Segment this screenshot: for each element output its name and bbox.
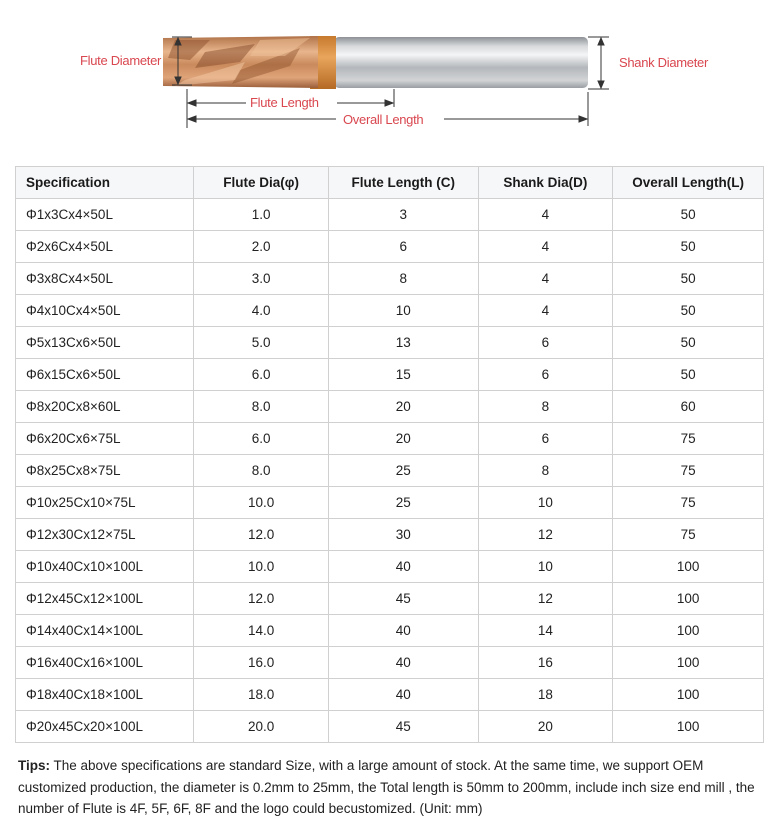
cell-flute-length: 13 [328, 327, 478, 359]
specification-table [15, 166, 764, 743]
cell-flute-dia: 10.0 [194, 487, 329, 519]
tips-text: The above specifications are standard Size, with a large amount of stock. At the same time, we support OEM customized production, the diameter is 0.2mm to 25mm, the Total length is 50mm to 200mm, include inch size end mill , the number of Flute is 4F, 5F, 6F, 8F and the logo could becustomized. (Unit: mm) [18, 758, 755, 816]
cell-shank-dia: 8 [478, 455, 613, 487]
cell-spec: Φ12x30Cx12×75L [16, 519, 194, 551]
cell-flute-dia: 1.0 [194, 199, 329, 231]
table-row [16, 487, 764, 519]
cell-flute-dia: 8.0 [194, 455, 329, 487]
cell-flute-dia: 2.0 [194, 231, 329, 263]
header-shank-dia: Shank Dia(D) [478, 167, 613, 199]
table-row [16, 711, 764, 743]
cell-overall-length: 75 [613, 455, 764, 487]
header-specification: Specification [16, 167, 194, 199]
cell-flute-length: 45 [328, 711, 478, 743]
cell-flute-dia: 12.0 [194, 583, 329, 615]
table-body [16, 199, 764, 743]
cell-flute-length: 40 [328, 647, 478, 679]
cell-flute-length: 15 [328, 359, 478, 391]
table-row [16, 455, 764, 487]
cell-overall-length: 100 [613, 583, 764, 615]
cell-flute-dia: 4.0 [194, 295, 329, 327]
table-row [16, 263, 764, 295]
cell-flute-length: 45 [328, 583, 478, 615]
cell-overall-length: 50 [613, 359, 764, 391]
cell-flute-dia: 6.0 [194, 423, 329, 455]
flute-diameter-label: Flute Diameter [80, 53, 162, 68]
cell-overall-length: 100 [613, 615, 764, 647]
cell-flute-length: 40 [328, 551, 478, 583]
cell-flute-length: 8 [328, 263, 478, 295]
flute-length-label: Flute Length [250, 95, 319, 110]
cell-shank-dia: 20 [478, 711, 613, 743]
cell-spec: Φ6x15Cx6×50L [16, 359, 194, 391]
cell-spec: Φ12x45Cx12×100L [16, 583, 194, 615]
cell-shank-dia: 14 [478, 615, 613, 647]
cell-overall-length: 50 [613, 327, 764, 359]
header-overall-length: Overall Length(L) [613, 167, 764, 199]
cell-flute-length: 25 [328, 487, 478, 519]
cell-overall-length: 75 [613, 423, 764, 455]
cell-spec: Φ10x25Cx10×75L [16, 487, 194, 519]
cell-flute-dia: 5.0 [194, 327, 329, 359]
end-mill-illustration [0, 0, 780, 150]
cell-shank-dia: 6 [478, 327, 613, 359]
end-mill-diagram [0, 0, 780, 150]
table-header-row [16, 167, 764, 199]
cell-spec: Φ18x40Cx18×100L [16, 679, 194, 711]
cell-flute-dia: 14.0 [194, 615, 329, 647]
overall-length-label: Overall Length [343, 112, 424, 127]
cell-overall-length: 100 [613, 551, 764, 583]
cell-flute-dia: 20.0 [194, 711, 329, 743]
cell-flute-dia: 16.0 [194, 647, 329, 679]
cell-overall-length: 60 [613, 391, 764, 423]
cell-shank-dia: 6 [478, 423, 613, 455]
tips-label: Tips: [18, 758, 51, 773]
table-row [16, 423, 764, 455]
cell-overall-length: 50 [613, 231, 764, 263]
table-row [16, 551, 764, 583]
cell-overall-length: 50 [613, 199, 764, 231]
cell-spec: Φ5x13Cx6×50L [16, 327, 194, 359]
cell-flute-length: 25 [328, 455, 478, 487]
cell-shank-dia: 12 [478, 519, 613, 551]
cell-shank-dia: 10 [478, 487, 613, 519]
cell-spec: Φ4x10Cx4×50L [16, 295, 194, 327]
table-row [16, 231, 764, 263]
cell-spec: Φ20x45Cx20×100L [16, 711, 194, 743]
cell-spec: Φ3x8Cx4×50L [16, 263, 194, 295]
cell-flute-length: 30 [328, 519, 478, 551]
cell-flute-dia: 18.0 [194, 679, 329, 711]
table-row [16, 519, 764, 551]
table-row [16, 391, 764, 423]
cell-spec: Φ10x40Cx10×100L [16, 551, 194, 583]
cell-flute-length: 20 [328, 391, 478, 423]
cell-flute-length: 3 [328, 199, 478, 231]
tips-paragraph [18, 755, 768, 820]
table-row [16, 647, 764, 679]
table-row [16, 295, 764, 327]
table-row [16, 327, 764, 359]
cell-overall-length: 100 [613, 679, 764, 711]
cell-overall-length: 50 [613, 263, 764, 295]
table-row [16, 359, 764, 391]
cell-flute-dia: 6.0 [194, 359, 329, 391]
cell-flute-length: 10 [328, 295, 478, 327]
cell-overall-length: 75 [613, 519, 764, 551]
cell-flute-length: 20 [328, 423, 478, 455]
header-flute-length: Flute Length (C) [328, 167, 478, 199]
cell-flute-length: 6 [328, 231, 478, 263]
cell-flute-dia: 10.0 [194, 551, 329, 583]
cell-spec: Φ1x3Cx4×50L [16, 199, 194, 231]
cell-spec: Φ6x20Cx6×75L [16, 423, 194, 455]
cell-overall-length: 100 [613, 647, 764, 679]
cell-flute-dia: 3.0 [194, 263, 329, 295]
cell-spec: Φ14x40Cx14×100L [16, 615, 194, 647]
cell-spec: Φ16x40Cx16×100L [16, 647, 194, 679]
cell-shank-dia: 6 [478, 359, 613, 391]
shank-diameter-label: Shank Diameter [619, 55, 709, 70]
cell-flute-dia: 12.0 [194, 519, 329, 551]
table-row [16, 679, 764, 711]
cell-shank-dia: 16 [478, 647, 613, 679]
cell-overall-length: 100 [613, 711, 764, 743]
header-flute-dia: Flute Dia(φ) [194, 167, 329, 199]
cell-shank-dia: 4 [478, 231, 613, 263]
cell-shank-dia: 10 [478, 551, 613, 583]
cell-spec: Φ8x20Cx8×60L [16, 391, 194, 423]
table-row [16, 615, 764, 647]
table-row [16, 583, 764, 615]
cell-flute-length: 40 [328, 615, 478, 647]
cell-overall-length: 50 [613, 295, 764, 327]
cell-spec: Φ2x6Cx4×50L [16, 231, 194, 263]
cell-flute-length: 40 [328, 679, 478, 711]
cell-shank-dia: 4 [478, 199, 613, 231]
cell-spec: Φ8x25Cx8×75L [16, 455, 194, 487]
cell-shank-dia: 12 [478, 583, 613, 615]
cell-shank-dia: 18 [478, 679, 613, 711]
cell-shank-dia: 4 [478, 295, 613, 327]
cell-overall-length: 75 [613, 487, 764, 519]
cell-shank-dia: 8 [478, 391, 613, 423]
cell-shank-dia: 4 [478, 263, 613, 295]
cell-flute-dia: 8.0 [194, 391, 329, 423]
table-row [16, 199, 764, 231]
shank [334, 37, 588, 88]
